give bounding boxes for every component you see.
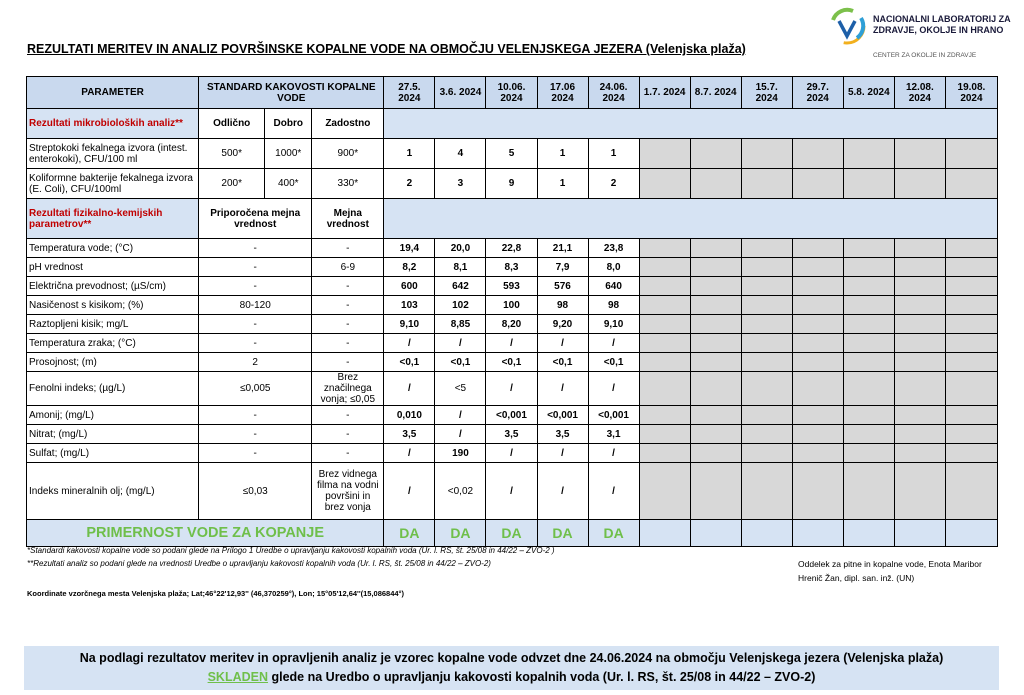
result-cell: 1 [537, 169, 588, 199]
std-col-label: Odlično [199, 109, 265, 139]
empty-result-cell [843, 406, 894, 425]
result-cell: / [588, 372, 639, 406]
empty-primernost-cell [843, 520, 894, 547]
empty-result-cell [690, 169, 741, 199]
result-cell: / [384, 372, 435, 406]
table-row [27, 372, 998, 406]
result-cell: 102 [435, 296, 486, 315]
empty-result-cell [690, 277, 741, 296]
conclusion-box [24, 646, 999, 690]
table-row [27, 463, 998, 520]
result-cell: / [384, 463, 435, 520]
parameter-name: Temperatura zraka; (°C) [27, 334, 199, 353]
footnote-2: **Rezultati analiz so podani glede na vrednosti Uredbe o upravljanju kakovosti kopalnih voda (Ur. l. RS, št. 25/08 in 44/22 – ZVO-2) [27, 559, 491, 568]
empty-result-cell [894, 258, 945, 277]
empty-primernost-cell [690, 520, 741, 547]
empty-result-cell [792, 169, 843, 199]
table-row [27, 239, 998, 258]
empty-primernost-cell [945, 520, 997, 547]
result-cell: 8,20 [486, 315, 537, 334]
limit-value: 6-9 [312, 258, 384, 277]
empty-result-cell [894, 277, 945, 296]
result-cell: 7,9 [537, 258, 588, 277]
empty-result-cell [741, 425, 792, 444]
empty-result-cell [894, 239, 945, 258]
empty-result-cell [843, 139, 894, 169]
limit-value: - [312, 406, 384, 425]
result-cell: 0,010 [384, 406, 435, 425]
empty-result-cell [690, 463, 741, 520]
empty-result-cell [945, 315, 997, 334]
result-cell: 640 [588, 277, 639, 296]
parameter-name: Indeks mineralnih olj; (mg/L) [27, 463, 199, 520]
std-col-label: Mejna vrednost [312, 199, 384, 239]
empty-result-cell [843, 425, 894, 444]
table-row [27, 139, 998, 169]
limit-value: - [312, 277, 384, 296]
empty-result-cell [690, 353, 741, 372]
empty-result-cell [894, 353, 945, 372]
standard-value: 500* [199, 139, 265, 169]
author-name: Hrenič Žan, dipl. san. inž. (UN) [798, 573, 915, 583]
result-cell: / [435, 334, 486, 353]
result-cell: 20,0 [435, 239, 486, 258]
empty-result-cell [894, 444, 945, 463]
result-cell: <0,1 [486, 353, 537, 372]
result-cell: 3,5 [384, 425, 435, 444]
result-cell: 9,10 [588, 315, 639, 334]
result-cell: 3,5 [537, 425, 588, 444]
parameter-name: Prosojnost; (m) [27, 353, 199, 372]
logo-line-1: NACIONALNI LABORATORIJ ZA [873, 14, 1011, 24]
standard-value: 400* [265, 169, 312, 199]
department-name: Oddelek za pitne in kopalne vode, Enota Maribor [798, 559, 982, 569]
primernost-value: DA [588, 520, 639, 547]
date-header: 5.8. 2024 [843, 77, 894, 109]
result-cell: 21,1 [537, 239, 588, 258]
date-header: 10.06. 2024 [486, 77, 537, 109]
result-cell: 8,0 [588, 258, 639, 277]
standard-value: 900* [312, 139, 384, 169]
empty-result-cell [792, 406, 843, 425]
micro-section-row [27, 109, 998, 139]
result-cell: / [486, 444, 537, 463]
empty-result-cell [945, 334, 997, 353]
empty-result-cell [843, 353, 894, 372]
result-cell: / [588, 463, 639, 520]
result-cell: 19,4 [384, 239, 435, 258]
parameter-name: Nitrat; (mg/L) [27, 425, 199, 444]
std-col-label: Zadostno [312, 109, 384, 139]
empty-result-cell [843, 315, 894, 334]
result-cell: / [537, 334, 588, 353]
primernost-value: DA [537, 520, 588, 547]
logo-subtitle: CENTER ZA OKOLJE IN ZDRAVJE [873, 52, 977, 59]
parameter-name: Sulfat; (mg/L) [27, 444, 199, 463]
date-header: 19.08. 2024 [945, 77, 997, 109]
parameter-name: pH vrednost [27, 258, 199, 277]
result-cell: / [486, 334, 537, 353]
phys-section-row [27, 199, 998, 239]
empty-result-cell [843, 444, 894, 463]
primernost-label: PRIMERNOST VODE ZA KOPANJE [27, 520, 384, 547]
result-cell: <0,1 [384, 353, 435, 372]
page-title: REZULTATI MERITEV IN ANALIZ POVRŠINSKE KOPALNE VODE NA OBMOČJU VELENJSKEGA JEZERA (Velenjska plaža) [27, 42, 746, 56]
date-header: 1.7. 2024 [639, 77, 690, 109]
empty-result-cell [639, 372, 690, 406]
empty-result-cell [792, 239, 843, 258]
date-header: 29.7. 2024 [792, 77, 843, 109]
limit-value: - [312, 239, 384, 258]
empty-result-cell [792, 353, 843, 372]
result-cell: / [384, 444, 435, 463]
result-cell: / [486, 372, 537, 406]
empty-result-cell [639, 334, 690, 353]
empty-result-cell [639, 315, 690, 334]
empty-result-cell [792, 372, 843, 406]
table-row [27, 315, 998, 334]
empty-result-cell [792, 425, 843, 444]
empty-result-cell [894, 139, 945, 169]
result-cell: 9,10 [384, 315, 435, 334]
date-header: 24.06. 2024 [588, 77, 639, 109]
parameter-name: Koliformne bakterije fekalnega izvora (E. Coli), CFU/100ml [27, 169, 199, 199]
empty-result-cell [843, 296, 894, 315]
result-cell: <0,001 [486, 406, 537, 425]
recommended-limit: 2 [199, 353, 312, 372]
empty-result-cell [741, 169, 792, 199]
empty-result-cell [792, 258, 843, 277]
empty-result-cell [843, 372, 894, 406]
result-cell: / [537, 444, 588, 463]
empty-result-cell [690, 372, 741, 406]
recommended-limit: - [199, 425, 312, 444]
parameter-name: Temperatura vode; (°C) [27, 239, 199, 258]
section-spacer [384, 109, 998, 139]
table-row [27, 444, 998, 463]
sampling-coordinates: Koordinate vzorčnega mesta Velenjska plaža; Lat;46°22'12,93'' (46,370259°), Lon; 15°05'12,64''(15,086844°) [27, 589, 405, 598]
conclusion-line-1: Na podlagi rezultatov meritev in opravljenih analiz je vzorec kopalne vode odvzet dne 24.06.2024 na območju Velenjskega jezera (Velenjska plaža) [79, 651, 944, 665]
primernost-value: DA [384, 520, 435, 547]
result-cell: / [588, 334, 639, 353]
empty-result-cell [945, 372, 997, 406]
empty-primernost-cell [639, 520, 690, 547]
limit-value: - [312, 425, 384, 444]
empty-result-cell [792, 315, 843, 334]
result-cell: 576 [537, 277, 588, 296]
result-cell: <0,1 [435, 353, 486, 372]
parameter-name: Nasičenost s kisikom; (%) [27, 296, 199, 315]
recommended-limit: - [199, 334, 312, 353]
empty-result-cell [792, 296, 843, 315]
results-table [26, 76, 998, 547]
empty-result-cell [639, 425, 690, 444]
empty-result-cell [945, 425, 997, 444]
date-header: 8.7. 2024 [690, 77, 741, 109]
empty-result-cell [741, 296, 792, 315]
parameter-name: Fenolni indeks; (µg/L) [27, 372, 199, 406]
empty-primernost-cell [894, 520, 945, 547]
primernost-value: DA [486, 520, 537, 547]
empty-result-cell [894, 169, 945, 199]
empty-result-cell [843, 258, 894, 277]
result-cell: / [486, 463, 537, 520]
date-header: 15.7. 2024 [741, 77, 792, 109]
result-cell: 5 [486, 139, 537, 169]
date-header: 3.6. 2024 [435, 77, 486, 109]
empty-result-cell [945, 239, 997, 258]
empty-result-cell [792, 139, 843, 169]
std-col-label: Dobro [265, 109, 312, 139]
result-cell: 1 [537, 139, 588, 169]
result-cell: 98 [537, 296, 588, 315]
recommended-limit: - [199, 258, 312, 277]
empty-primernost-cell [741, 520, 792, 547]
empty-result-cell [894, 425, 945, 444]
empty-result-cell [639, 169, 690, 199]
empty-result-cell [741, 315, 792, 334]
empty-result-cell [690, 139, 741, 169]
empty-result-cell [741, 463, 792, 520]
result-cell: 9 [486, 169, 537, 199]
empty-result-cell [639, 139, 690, 169]
result-cell: 103 [384, 296, 435, 315]
empty-result-cell [945, 169, 997, 199]
result-cell: 22,8 [486, 239, 537, 258]
standard-value: 200* [199, 169, 265, 199]
standard-value: 1000* [265, 139, 312, 169]
empty-result-cell [741, 353, 792, 372]
empty-result-cell [945, 296, 997, 315]
nlzoh-logo [827, 6, 1017, 62]
empty-result-cell [741, 277, 792, 296]
compliance-status: SKLADEN [207, 670, 269, 684]
recommended-limit: - [199, 444, 312, 463]
limit-value: - [312, 444, 384, 463]
recommended-limit: - [199, 277, 312, 296]
header-row [27, 77, 998, 109]
result-cell: 2 [384, 169, 435, 199]
table-row [27, 258, 998, 277]
limit-value: Brez vidnega filma na vodni površini in brez vonja [312, 463, 384, 520]
empty-result-cell [843, 239, 894, 258]
empty-result-cell [639, 406, 690, 425]
empty-result-cell [894, 372, 945, 406]
empty-result-cell [945, 139, 997, 169]
result-cell: 8,3 [486, 258, 537, 277]
empty-result-cell [945, 463, 997, 520]
empty-result-cell [945, 406, 997, 425]
empty-result-cell [639, 258, 690, 277]
empty-result-cell [690, 315, 741, 334]
empty-result-cell [690, 334, 741, 353]
result-cell: 642 [435, 277, 486, 296]
empty-result-cell [690, 296, 741, 315]
empty-result-cell [894, 334, 945, 353]
empty-result-cell [741, 406, 792, 425]
recommended-limit: ≤0,005 [199, 372, 312, 406]
empty-result-cell [741, 239, 792, 258]
empty-result-cell [792, 463, 843, 520]
empty-result-cell [690, 258, 741, 277]
result-cell: 23,8 [588, 239, 639, 258]
result-cell: 3,5 [486, 425, 537, 444]
empty-result-cell [741, 139, 792, 169]
empty-result-cell [690, 444, 741, 463]
empty-result-cell [690, 425, 741, 444]
empty-result-cell [792, 444, 843, 463]
date-header: 17.06 2024 [537, 77, 588, 109]
result-cell: 4 [435, 139, 486, 169]
empty-result-cell [843, 463, 894, 520]
limit-value: - [312, 315, 384, 334]
parameter-header: PARAMETER [27, 77, 199, 109]
empty-result-cell [945, 277, 997, 296]
limit-value: Brez značilnega vonja; ≤0,05 [312, 372, 384, 406]
empty-result-cell [945, 353, 997, 372]
result-cell: <0,02 [435, 463, 486, 520]
phys-section-title: Rezultati fizikalno-kemijskih parametrov** [27, 199, 199, 239]
result-cell: 98 [588, 296, 639, 315]
recommended-limit: - [199, 315, 312, 334]
logo-line-2: ZDRAVJE, OKOLJE IN HRANO [873, 25, 1004, 35]
empty-result-cell [894, 296, 945, 315]
parameter-name: Amonij; (mg/L) [27, 406, 199, 425]
logo-icon [827, 6, 867, 46]
recommended-limit: 80-120 [199, 296, 312, 315]
result-cell: <0,001 [537, 406, 588, 425]
table-row [27, 406, 998, 425]
standard-header: STANDARD KAKOVOSTI KOPALNE VODE [199, 77, 384, 109]
empty-result-cell [792, 277, 843, 296]
result-cell: 3 [435, 169, 486, 199]
result-cell: / [384, 334, 435, 353]
parameter-name: Električna prevodnost; (µS/cm) [27, 277, 199, 296]
empty-result-cell [843, 169, 894, 199]
empty-result-cell [639, 277, 690, 296]
result-cell: <0,001 [588, 406, 639, 425]
empty-result-cell [894, 406, 945, 425]
empty-result-cell [741, 334, 792, 353]
empty-result-cell [894, 463, 945, 520]
date-header: 12.08. 2024 [894, 77, 945, 109]
limit-value: - [312, 296, 384, 315]
primernost-row [27, 520, 998, 547]
result-cell: / [435, 406, 486, 425]
empty-primernost-cell [792, 520, 843, 547]
result-cell: 8,85 [435, 315, 486, 334]
empty-result-cell [741, 258, 792, 277]
result-cell: / [537, 372, 588, 406]
result-cell: / [537, 463, 588, 520]
empty-result-cell [945, 444, 997, 463]
result-cell: 2 [588, 169, 639, 199]
empty-result-cell [639, 463, 690, 520]
result-cell: 9,20 [537, 315, 588, 334]
date-header: 27.5. 2024 [384, 77, 435, 109]
empty-result-cell [945, 258, 997, 277]
section-spacer [384, 199, 998, 239]
recommended-limit: - [199, 406, 312, 425]
table-row [27, 277, 998, 296]
result-cell: 3,1 [588, 425, 639, 444]
result-cell: <0,1 [588, 353, 639, 372]
primernost-value: DA [435, 520, 486, 547]
empty-result-cell [741, 444, 792, 463]
result-cell: / [435, 425, 486, 444]
empty-result-cell [894, 315, 945, 334]
empty-result-cell [690, 239, 741, 258]
result-cell: / [588, 444, 639, 463]
empty-result-cell [741, 372, 792, 406]
parameter-name: Raztopljeni kisik; mg/L [27, 315, 199, 334]
result-cell: <0,1 [537, 353, 588, 372]
parameter-name: Streptokoki fekalnega izvora (intest. enterokoki), CFU/100 ml [27, 139, 199, 169]
footnote-1: *Standardi kakovosti kopalne vode so podani glede na Prilogo 1 Uredbe o upravljanju kakovosti kopalnih voda (Ur. l. RS, št. 25/08 in 44/22 – ZVO-2 ) [27, 546, 555, 555]
result-cell: 8,1 [435, 258, 486, 277]
recommended-limit: - [199, 239, 312, 258]
recommended-limit: ≤0,03 [199, 463, 312, 520]
empty-result-cell [639, 444, 690, 463]
table-row [27, 353, 998, 372]
micro-section-title: Rezultati mikrobioloških analiz** [27, 109, 199, 139]
standard-value: 330* [312, 169, 384, 199]
result-cell: <5 [435, 372, 486, 406]
result-cell: 8,2 [384, 258, 435, 277]
empty-result-cell [792, 334, 843, 353]
table-row [27, 425, 998, 444]
result-cell: 593 [486, 277, 537, 296]
result-cell: 1 [588, 139, 639, 169]
result-cell: 100 [486, 296, 537, 315]
std-col-label: Priporočena mejna vrednost [199, 199, 312, 239]
empty-result-cell [690, 406, 741, 425]
empty-result-cell [843, 277, 894, 296]
empty-result-cell [639, 239, 690, 258]
empty-result-cell [843, 334, 894, 353]
table-row [27, 334, 998, 353]
table-row [27, 296, 998, 315]
limit-value: - [312, 353, 384, 372]
result-cell: 1 [384, 139, 435, 169]
table-row [27, 169, 998, 199]
limit-value: - [312, 334, 384, 353]
empty-result-cell [639, 296, 690, 315]
conclusion-line-2: glede na Uredbo o upravljanju kakovosti kopalnih voda (Ur. l. RS, št. 25/08 in 44/22 – ZVO-2) [268, 670, 816, 684]
empty-result-cell [639, 353, 690, 372]
result-cell: 190 [435, 444, 486, 463]
result-cell: 600 [384, 277, 435, 296]
